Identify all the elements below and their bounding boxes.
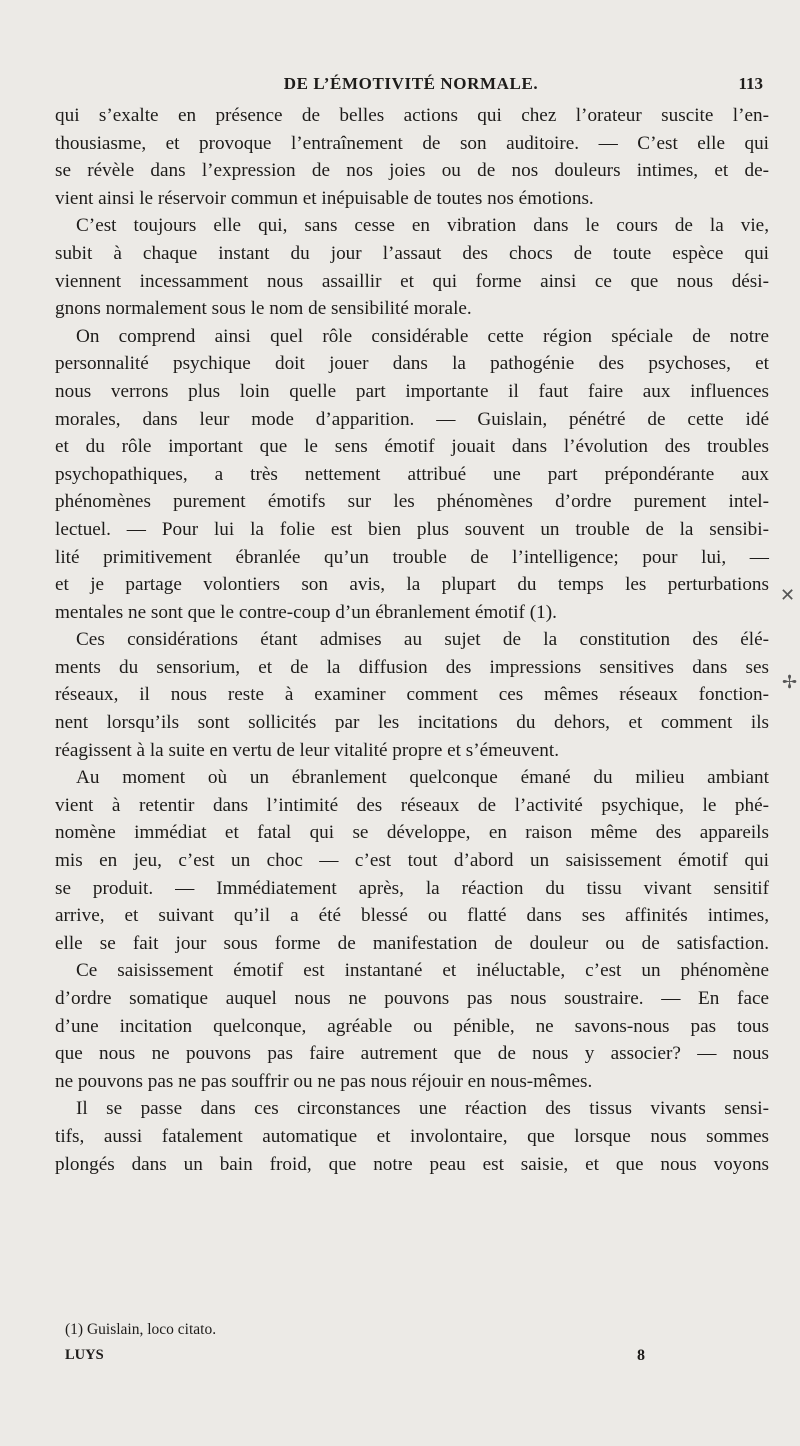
text-line: Ce saisissement émotif est instantané et inéluctable, c’est un phénomène <box>76 960 769 982</box>
signature-mark: 8 <box>637 1347 645 1364</box>
text-line: personnalité psychique doit jouer dans la pathogénie des psychoses, et <box>55 353 769 375</box>
footnote: (1) Guislain, loco citato. <box>65 1321 217 1338</box>
text-line: arrive, et suivant qu’il a été blessé ou flatté dans ses affinités intimes, <box>55 905 769 927</box>
text-line: plongés dans un bain froid, que notre peau est saisie, et que nous voyons <box>55 1153 769 1175</box>
text-line: nomène immédiat et fatal qui se développe, en raison même des appareils <box>55 822 769 844</box>
text-line: se révèle dans l’expression de nos joies ou de nos douleurs intimes, et de- <box>55 160 769 182</box>
footer-author: LUYS <box>65 1347 104 1363</box>
text-line: ments du sensorium, et de la diffusion des impressions sensitives dans ses <box>55 656 769 678</box>
page-footer <box>65 1347 645 1364</box>
text-line: vient ainsi le réservoir commun et inépuisable de toutes nos émotions. <box>55 187 594 209</box>
text-line: mentales ne sont que le contre-coup d’un ébranlement émotif (1). <box>55 601 557 623</box>
text-line: d’ordre somatique auquel nous ne pouvons pas nous soustraire. — En face <box>55 988 769 1009</box>
text-line: ne pouvons pas ne pas souffrir ou ne pas nous réjouir en nous-mêmes. <box>55 1070 593 1092</box>
running-title: DE L’ÉMOTIVITÉ NORMALE. <box>283 74 539 93</box>
text-line: lectuel. — Pour lui la folie est bien plus souvent un trouble de la sensibi- <box>55 518 769 540</box>
text-line: et du rôle important que le sens émotif jouait dans l’évolution des troubles <box>55 436 769 458</box>
margin-cross-icon: ✕ <box>780 585 796 605</box>
text-line: mis en jeu, c’est un choc — c’est tout d’abord un saisissement émotif qui <box>55 850 769 872</box>
text-line: lité primitivement ébranlée qu’un trouble de l’intelligence; pour lui, — <box>55 546 769 568</box>
text-line: Il se passe dans ces circonstances une réaction des tissus vivants sensi- <box>76 1098 769 1120</box>
text-line: tifs, aussi fatalement automatique et involontaire, que lorsque nous sommes <box>55 1125 769 1147</box>
text-line: morales, dans leur mode d’apparition. — Guislain, pénétré de cette idé <box>55 408 769 430</box>
text-line: On comprend ainsi quel rôle considérable cette région spéciale de notre <box>76 325 769 347</box>
text-line: réseaux, il nous reste à examiner comment ces mêmes réseaux fonction- <box>55 684 769 706</box>
margin-star-icon: ✢ <box>782 672 798 692</box>
page-number: 113 <box>738 74 763 93</box>
text-line: viennent incessamment nous assaillir et qui forme ainsi ce que nous dési- <box>55 270 769 292</box>
text-line: réagissent à la suite en vertu de leur vitalité propre et s’émeuvent. <box>55 739 560 761</box>
text-line: nous verrons plus loin quelle part importante il faut faire aux influences <box>55 380 769 402</box>
text-line: thousiasme, et provoque l’entraînement de son auditoire. — C’est elle qui <box>55 132 769 154</box>
text-line: d’une incitation quelconque, agréable ou pénible, ne savons-nous pas tous <box>55 1015 769 1037</box>
text-line: C’est toujours elle qui, sans cesse en vibration dans le cours de la vie, <box>76 215 769 237</box>
text-line: elle se fait jour sous forme de manifestation de douleur ou de satisfaction. <box>55 932 769 954</box>
text-line: vient à retentir dans l’intimité des réseaux de l’activité psychique, le phé- <box>55 794 769 816</box>
text-line: gnons normalement sous le nom de sensibilité morale. <box>55 298 472 320</box>
text-line: Ces considérations étant admises au sujet de la constitution des élé- <box>76 629 769 651</box>
text-line: psychopathiques, a très nettement attribué une part prépondérante aux <box>55 463 769 485</box>
text-line: qui s’exalte en présence de belles actions qui chez l’orateur suscite l’en- <box>55 105 769 126</box>
text-line: phénomènes purement émotifs sur les phénomènes d’ordre purement intel- <box>55 491 769 513</box>
text-line: que nous ne pouvons pas faire autrement que de nous y associer? — nous <box>55 1043 769 1065</box>
text-line: et je partage volontiers son avis, la plupart du temps les perturbations <box>55 574 769 596</box>
text-line: nent lorsqu’ils sont sollicités par les incitations du dehors, et comment ils <box>55 712 769 734</box>
body-text <box>55 102 769 1178</box>
text-line: se produit. — Immédiatement après, la réaction du tissu vivant sensitif <box>55 877 769 899</box>
text-line: subit à chaque instant du jour l’assaut des chocs de toute espèce qui <box>55 242 769 264</box>
text-line: Au moment où un ébranlement quelconque émané du milieu ambiant <box>76 767 769 789</box>
page-header <box>55 74 767 100</box>
